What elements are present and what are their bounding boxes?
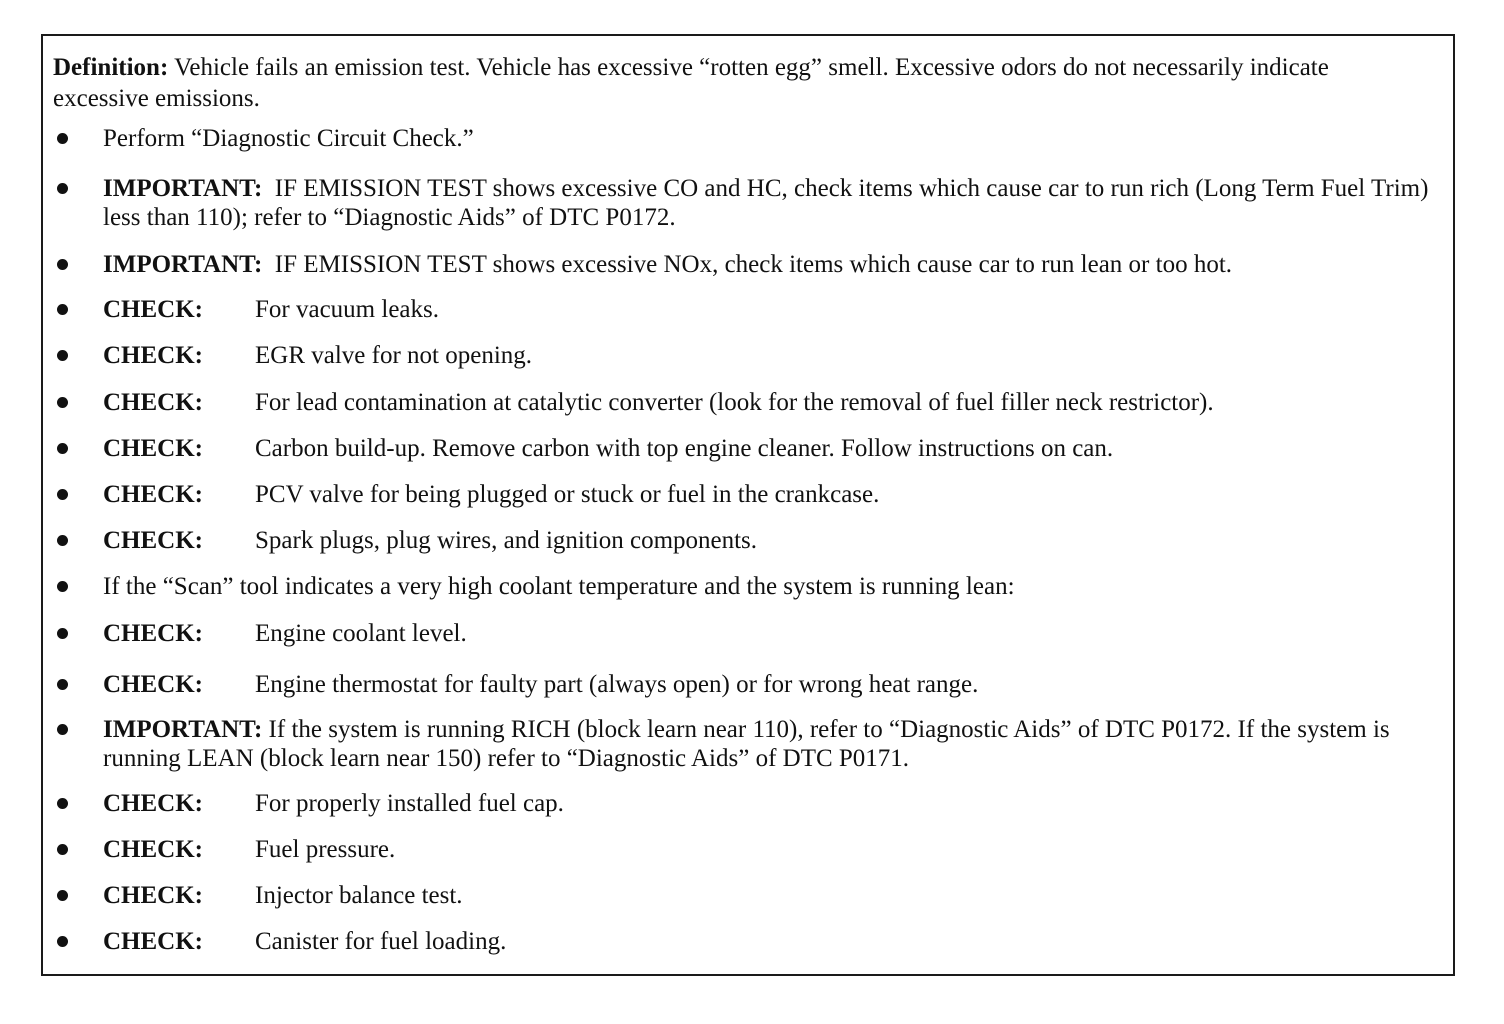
- item-text: If the system is running RICH (block learn near 110), refer to “Diagnostic Aids” of DTC P0172. If the system is running LEAN (block learn near 150) refer to “Diagnostic Aids” of DTC P0171.: [103, 716, 1390, 772]
- item-text: For lead contamination at catalytic converter (look for the removal of fuel filler neck restrictor).: [255, 389, 1214, 416]
- item-label: CHECK:: [103, 296, 203, 323]
- item-text: Perform “Diagnostic Circuit Check.”: [103, 125, 474, 152]
- bullet-icon: [57, 724, 68, 735]
- bullet-icon: [57, 535, 68, 546]
- item-text: EGR valve for not opening.: [255, 342, 533, 369]
- bullet-icon: [57, 183, 68, 194]
- item-label: CHECK:: [103, 928, 203, 955]
- bullet-icon: [57, 397, 68, 408]
- bullet-icon: [57, 679, 68, 690]
- bullet-icon: [57, 304, 68, 315]
- item-text: Canister for fuel loading.: [255, 928, 507, 955]
- item-label: CHECK:: [103, 435, 203, 462]
- item-label: IMPORTANT:: [103, 716, 263, 743]
- item-label: IMPORTANT:: [103, 251, 263, 278]
- bullet-icon: [57, 350, 68, 361]
- bullet-icon: [57, 844, 68, 855]
- bullet-icon: [57, 890, 68, 901]
- item-paragraph: [103, 715, 1443, 773]
- item-text: Spark plugs, plug wires, and ignition components.: [255, 527, 758, 554]
- item-label: CHECK:: [103, 527, 203, 554]
- item-label: CHECK:: [103, 620, 203, 647]
- item-text: For vacuum leaks.: [255, 296, 439, 323]
- definition-text: Vehicle fails an emission test. Vehicle has excessive “rotten egg” smell. Excessive odors do not necessarily indicate excessive emissions.: [53, 54, 1329, 112]
- bullet-icon: [57, 443, 68, 454]
- bullet-icon: [57, 798, 68, 809]
- item-text: If the “Scan” tool indicates a very high coolant temperature and the system is running lean:: [103, 573, 1015, 600]
- bullet-icon: [57, 489, 68, 500]
- item-label: CHECK:: [103, 481, 203, 508]
- item-paragraph: [103, 174, 1443, 232]
- bullet-icon: [57, 581, 68, 592]
- item-text: Engine coolant level.: [255, 620, 467, 647]
- bullet-icon: [57, 259, 68, 270]
- item-text: Engine thermostat for faulty part (always open) or for wrong heat range.: [255, 671, 979, 698]
- item-text: For properly installed fuel cap.: [255, 790, 564, 817]
- item-text: Carbon build-up. Remove carbon with top engine cleaner. Follow instructions on can.: [255, 435, 1114, 462]
- item-text: PCV valve for being plugged or stuck or fuel in the crankcase.: [255, 481, 880, 508]
- item-label: CHECK:: [103, 882, 203, 909]
- item-label: CHECK:: [103, 342, 203, 369]
- item-paragraph: [103, 250, 1443, 279]
- item-text: IF EMISSION TEST shows excessive CO and HC, check items which cause car to run rich (Long Term Fuel Trim) less than 110); refer to “Diagnostic Aids” of DTC P0172.: [103, 175, 1429, 231]
- definition-paragraph: [53, 52, 1413, 114]
- item-label: CHECK:: [103, 836, 203, 863]
- bullet-icon: [57, 133, 68, 144]
- item-text: IF EMISSION TEST shows excessive NOx, check items which cause car to run lean or too hot.: [274, 251, 1233, 278]
- item-text: Fuel pressure.: [255, 836, 396, 863]
- item-text: Injector balance test.: [255, 882, 463, 909]
- procedure-box: [41, 34, 1455, 976]
- item-label: CHECK:: [103, 671, 203, 698]
- definition-label: Definition:: [53, 54, 169, 81]
- item-label: CHECK:: [103, 790, 203, 817]
- bullet-icon: [57, 936, 68, 947]
- item-label: IMPORTANT:: [103, 175, 263, 202]
- bullet-icon: [57, 628, 68, 639]
- item-label: CHECK:: [103, 389, 203, 416]
